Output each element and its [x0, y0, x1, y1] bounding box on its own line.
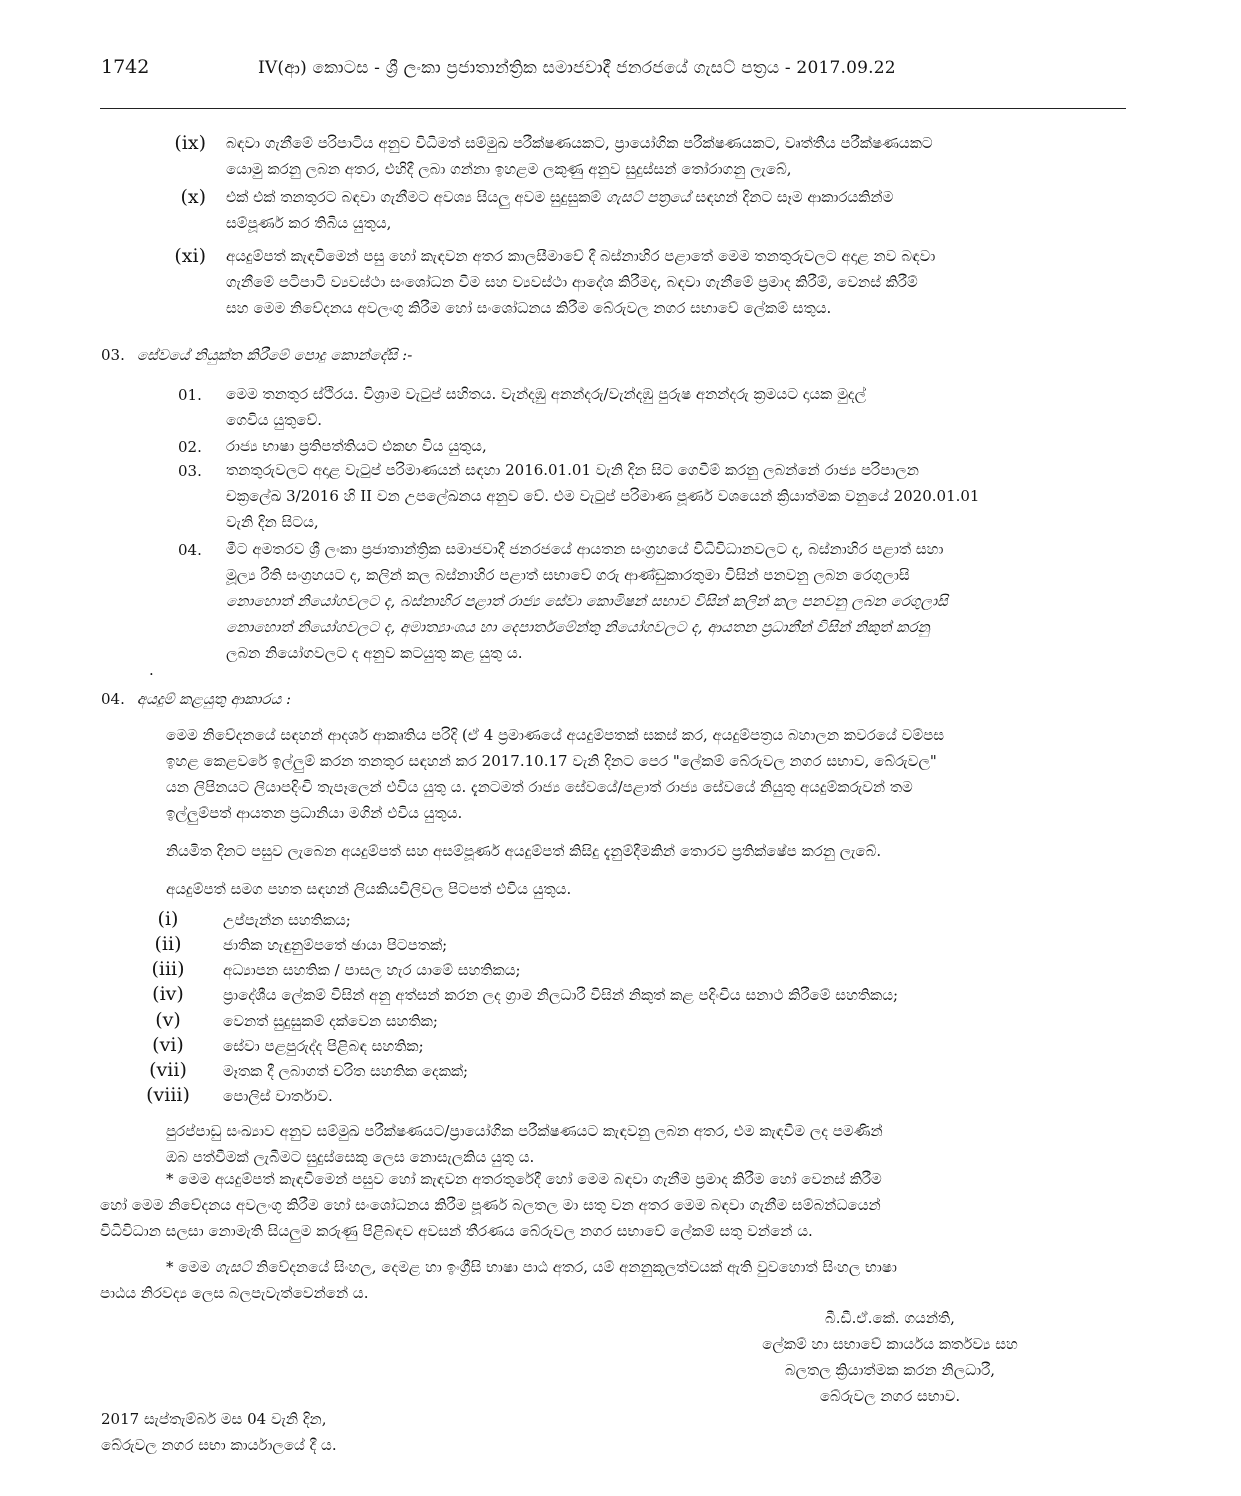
condition-line: ගැනීමේ පටිපාටි ව්‍යවස්ථා සංශෝධන වීම සහ ව්‍යවස්ථා ආදේශ කිරීමද, බඳවා ගැනීමේ ප්‍රමාද කිරීම්, වෙනස් කිරීම් [226, 273, 918, 291]
item-line: ගෙවිය යුතුවේ. [226, 411, 323, 429]
item-line: රාජ්‍ය භාෂා ප්‍රතිපත්තියට එකඟ විය යුතුය, [226, 437, 487, 455]
signature-block [690, 1305, 1090, 1409]
document-item: උප්පැන්න සහතිකය; [223, 911, 351, 929]
paragraph-line: ඉහළ කෙළවරේ ඉල්ලුම් කරන තනතුර සඳහන් කර 2017.10.17 වැනි දිනට පෙර "ලේකම් බේරුවල නගර සභාව, බේරුවල" [166, 752, 937, 770]
item-line: වැනි දින සිටය, [226, 513, 319, 531]
gazette-word-italic: ගැසට් පත්‍රයේ [605, 188, 691, 206]
paragraph-line: මෙම නිවේදනයේ සඳහන් ආදර්ශ ආකෘතිය පරිදි (ඒ 4 ප්‍රමාණයේ අයදුම්පතක් සකස් කර, අයදුම්පත්‍රය බහාලන කවරයේ වම්පස [166, 726, 945, 744]
document-number: (v) [155, 1009, 181, 1031]
rejection-notice: නියමිත දිනට පසුව ලැබෙන අයදුම්පත් සහ අසම්පූර්ණ අයදුම්පත් කිසිදු දැනුම්දීමකින් තොරව ප්‍රතික්ෂේප කරනු ලැබේ. [166, 842, 882, 860]
signatory-office: බේරුවල නගර සභාව. [819, 1387, 961, 1405]
paragraph-line-part: නිවේදනයේ සිංහල, දෙමළ හා ඉංග්‍රීසි භාෂා පාඨ අතර, යම් අනනුකූලත්වයක් ඇති වුවහොත් සිංහල භාෂා [251, 1258, 897, 1276]
application-instructions [166, 722, 944, 826]
paragraph-line: ඉල්ලුම්පත් ආයතන ප්‍රධානියා මගින් එවිය යුතුය. [166, 804, 463, 822]
condition-line-part: සඳහන් දිනට සෑම ආකාරයකින්ම [690, 188, 894, 206]
document-item: වෙනත් සුදුසුකම් දක්වෙන සහතික; [223, 1012, 438, 1030]
item-text [226, 457, 979, 535]
condition-number: (ix) [174, 132, 206, 154]
document-item: සේවා පළපුරුද්ද පිළිබඳ සහතික; [223, 1037, 424, 1055]
gazette-word-italic: ගැසට් [214, 1258, 252, 1276]
authority-notice [100, 1166, 882, 1244]
section-title: අයදුම් කළයුතු ආකාරය : [136, 690, 292, 708]
documents-intro: අයදුම්පත් සමග පහත සඳහන් ලියකියවිලිවල පිටපත් එවිය යුතුය. [166, 880, 572, 898]
document-number: (i) [157, 908, 179, 930]
signatory-name: බී.ඩී.ඒ.කේ. ගයන්ති, [825, 1309, 955, 1327]
item-text [226, 536, 948, 666]
condition-line: සම්පූර්ණ කර තිබිය යුතුය, [226, 214, 392, 232]
section-title: සේවයේ නියුක්ත කිරීමේ පොදු කොන්දේසි :- [136, 346, 413, 364]
signatory-title: ලේකම් හා සභාවේ කාර්යය කර්තව්‍ය සහ [762, 1335, 1018, 1353]
paragraph-line: යන ලිපිනයට ලියාපදිංචි තැපෑලෙන් එවිය යුතු ය. දැනටමත් රාජ්‍ය සේවයේ/පළාත් රාජ්‍ය සේවයේ නියුතු අයදුම්කරුවන් තම [166, 778, 913, 796]
item-line: මූල්‍ය රීති සංග්‍රහයට ද, කලින් කල බස්නාහිර පළාත් සභාවේ ගරු ආණ්ඩුකාරතුමා විසින් පනවනු ලබන රෙගුලාසි [226, 566, 910, 584]
document-item: මෑතක දී ලබාගත් චරිත සහතික දෙකක්; [223, 1062, 469, 1080]
condition-text [226, 130, 933, 182]
section-heading [101, 690, 291, 708]
paragraph-line-part: * මෙම [166, 1258, 215, 1276]
paragraph-line [166, 1254, 897, 1280]
item-number: 02. [178, 438, 202, 456]
condition-line: අයදුම්පත් කැඳවීමෙන් පසු හෝ කැඳවන අතර කාලසීමාවේ දී බස්නාහිර පළාතේ මෙම තනතුරුවලට අදාළ නව බඳවා [226, 247, 936, 265]
paragraph-line: පාඨය නිරවද්‍ය ලෙස බලපැවැත්වෙන්නේ ය. [100, 1284, 369, 1302]
stray-mark: . [149, 661, 154, 679]
item-number: 03. [178, 462, 202, 480]
document-number: (iv) [152, 983, 184, 1005]
section-heading [101, 346, 412, 364]
document-number: (vii) [149, 1059, 187, 1081]
signatory-title: බලතල ක්‍රියාත්මක කරන නිලධාරී, [784, 1361, 996, 1379]
footer-date-place [101, 1406, 337, 1458]
condition-line [226, 184, 893, 210]
item-line: මීට අමතරව ශ්‍රී ලංකා ප්‍රජාතාන්ත්‍රික සමාජවාදී ජනරජයේ ආයතන සංග්‍රහයේ විධිවිධානවලට ද, බස්නාහිර පළාත් සහා [226, 540, 944, 558]
item-number: 01. [178, 386, 202, 404]
item-line: චක්‍රලේඛ 3/2016 හි II වන උපලේඛනය අනුව වේ. එම වැටුප් පරිමාණ පූර්ණ වශයෙන් ක්‍රියාත්මක වනුයේ 2020.01.01 [226, 487, 980, 505]
item-line [226, 588, 948, 614]
item-line: තනතුරුවලට අදාළ වැටුප් පරිමාණයන් සඳහා 2016.01.01 වැනි දින සිට ගෙවීම් කරනු ලබන්නේ රාජ්‍ය පරිපාලන [226, 461, 919, 479]
document-item: ප්‍රාදේශීය ලේකම් විසින් අනු අත්සන් කරන ලද ග්‍රාම නිලධාරී විසින් නිකුත් කළ පදිංචිය සනාථ කිරීමේ සහතිකය; [223, 986, 899, 1004]
paragraph-line: ඔබ පත්වීමක් ලැබීමට සුදුස්සෙකු ලෙස නොසැලකිය යුතු ය. [166, 1148, 535, 1166]
footer-date: 2017 සැප්තැම්බර් මස 04 වැනි දින, [101, 1410, 327, 1428]
section-number: 04. [101, 690, 125, 708]
condition-number: (x) [180, 186, 206, 208]
document-number: (viii) [146, 1084, 190, 1106]
document-number: (ii) [154, 933, 182, 955]
document-number: (iii) [151, 958, 185, 980]
interview-notice [166, 1118, 883, 1170]
item-line-part: නොහොත් නියෝගවලට ද, අමාත්‍යාංශය හා දෙපාර්තමේන්තු නියෝගවලට ද, ආයතන ප්‍රධානීන් විසින් නිකුත් කරනු [226, 618, 930, 636]
page-number: 1742 [101, 56, 150, 78]
document-item: ජාතික හැඳුනුම්පතේ ඡායා පිටපතක්; [223, 936, 448, 954]
condition-line-part: එක් එක් තනතුරට බඳවා ගැනීමට අවශ්‍ය සියලු අවම සුදුසුකම් [226, 188, 606, 206]
condition-line: යොමු කරනු ලබන අතර, එහිදී ලබා ගන්නා ඉහළම ලකුණු අනුව සුදුස්සන් තෝරාගනු ලැබේ, [226, 160, 792, 178]
header-divider [100, 108, 1126, 109]
condition-line: බඳවා ගැනීමේ පරිපාටිය අනුව විධිමත් සම්මුඛ පරීක්ෂණයකට, ප්‍රායෝගික පරීක්ෂණයකට, වෘත්තීය පරීක්ෂණයකට [226, 134, 933, 152]
gazette-header-title: IV(ආ) කොටස - ශ්‍රී ලංකා ප්‍රජාතාන්ත්‍රික සමාජවාදී ජනරජයේ ගැසට් පත්‍රය - 2017.09.22 [258, 58, 896, 78]
condition-line: සහ මෙම නිවේදනය අවලංගු කිරීම හෝ සංශෝධනය කිරීම බේරුවල නගර සභාවේ ලේකම් සතුය. [226, 299, 832, 317]
paragraph-line: හෝ මෙම නිවේදනය අවලංගු කිරීම හෝ සංශෝධනය කිරීම පූර්ණ බලතල මා සතු වන අතර මෙම බඳවා ගැනීම සම්බන්ධයෙන් [100, 1196, 881, 1214]
condition-number: (xi) [174, 245, 206, 267]
item-line: ලබන නියෝගවලට ද අනුව කටයුතු කළ යුතු ය. [226, 644, 523, 662]
item-line: මෙම තනතුර ස්ථිරය. විශ්‍රාම වැටුප් සහිතය. වැන්දඹු අනන්දරු/වැන්දඹු පුරුෂ අනන්දරු ක්‍රමයට දායක මුදල් [226, 385, 867, 403]
item-text [226, 433, 487, 459]
item-text [226, 381, 866, 433]
document-item: පොලිස් වාර්තාව. [223, 1087, 333, 1105]
section-number: 03. [101, 346, 125, 364]
condition-text [226, 184, 893, 236]
paragraph-line: විධිවිධාන සලසා නොමැති සියලුම කරුණු පිළිබඳව අවසන් තීරණය බේරුවල නගර සභාවේ ලේකම් සතු වන්නේ ය. [100, 1222, 813, 1240]
paragraph-line: පුරප්පාඩු සංඛ්‍යාව අනුව සම්මුඛ පරීක්ෂණයට/ප්‍රායෝගික පරීක්ෂණයට කැඳවනු ලබන අතර, එම කැඳවීම ලද පමණින් [166, 1122, 883, 1140]
language-notice [100, 1254, 897, 1306]
paragraph-line: * මෙම අයදුම්පත් කැඳවීමෙන් පසුව හෝ කැඳවන අතරතුරේදී හෝ මෙම බඳවා ගැනීම ප්‍රමාද කිරීම හෝ වෙනස් කිරීම [166, 1170, 882, 1188]
condition-text [226, 243, 935, 321]
footer-place: බේරුවල නගර සභා කාර්යාලයේ දී ය. [101, 1436, 337, 1454]
item-line-part: නොහොත් නියෝගවලට ද, බස්නාහිර පළාත් රාජ්‍ය සේවා කොමිෂන් සභාව විසින් කලින් කල පනවනු ලබන රෙගුලාසි [226, 592, 948, 610]
item-line [226, 614, 948, 640]
document-number: (vi) [152, 1034, 184, 1056]
document-item: අධ්‍යාපන සහතික / පාසල හැර යාමේ සහතිකය; [223, 961, 521, 979]
item-number: 04. [178, 541, 202, 559]
